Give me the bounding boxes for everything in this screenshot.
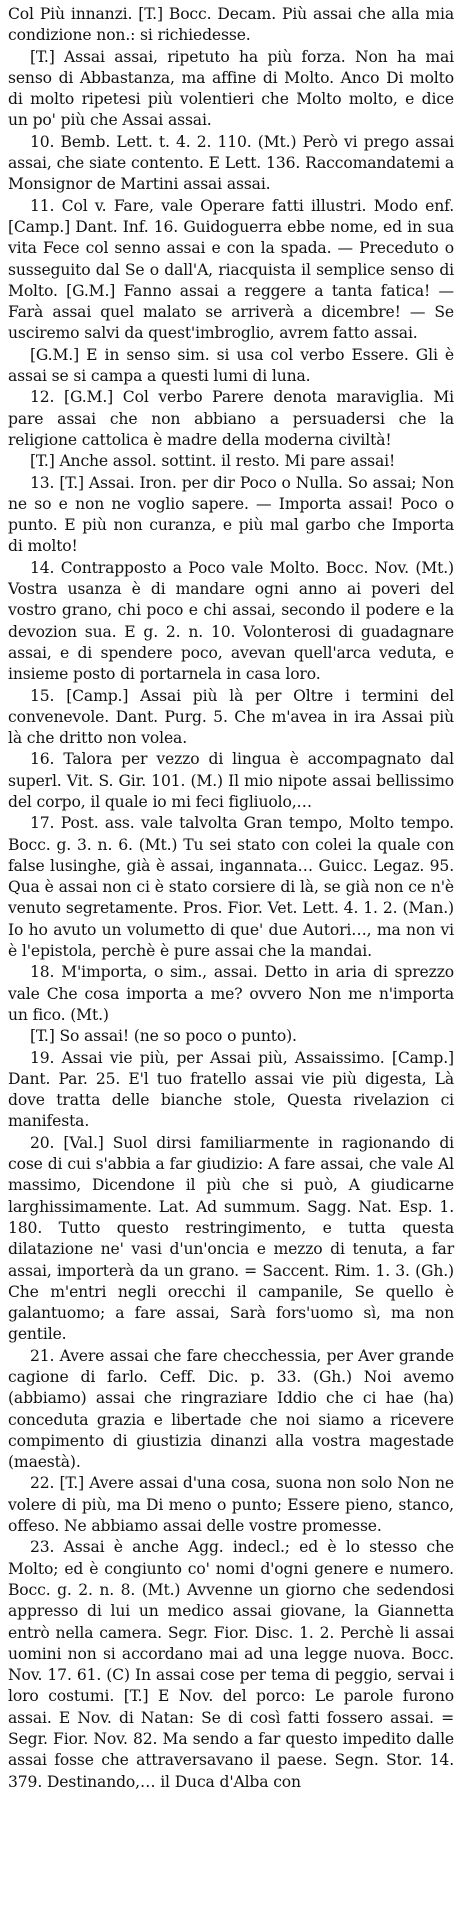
sense-11-note: [G.M.] E in senso sim. si usa col verbo Essere. Gli è assai se si campa a questi lumi di luna.: [8, 345, 454, 386]
sense-15: 15. [Camp.] Assai più là per Oltre i termini del convenevole. Dant. Purg. 5. Che m'avea in ira Assai più là che dritto non volea.: [8, 686, 454, 748]
sense-11: 11. Col v. Fare, vale Operare fatti illustri. Modo enf. [Camp.] Dant. Inf. 16. Guidoguerra ebbe nome, ed in sua vita Fece col senno assai e con la spada. — Preceduto o susseguito dal Se o dall'A, riacquista il semplice senso di Molto. [G.M.] Fanno assai a reggere a tanta fatica! — Farà assai quel malato se arriverà a dicembre! — Se usciremo salvi da quest'imbroglio, avrem fatto assai.: [8, 196, 454, 343]
sense-10: 10. Bemb. Lett. t. 4. 2. 110. (Mt.) Però vi prego assai assai, che siate contento. E Lett. 136. Raccomandatemi a Monsignor de Martini assai assai.: [8, 132, 454, 194]
entry-paragraph: [T.] Assai assai, ripetuto ha più forza. Non ha mai senso di Abbastanza, ma affine di Molto. Anco Di molto di molto ripetesi più volentieri che Molto molto, e dice un po' più che Assai assai.: [8, 47, 454, 130]
sense-13: 13. [T.] Assai. Iron. per dir Poco o Nulla. So assai; Non ne so e non ne voglio sapere. — Importa assai! Poco o punto. E più non curanza, e più mal garbo che Importa di molto!: [8, 473, 454, 556]
entry-continuation: Col Più innanzi. [T.] Bocc. Decam. Più assai che alla mia condizione non.: si richiedesse.: [8, 5, 454, 45]
sense-18-note: [T.] So assai! (ne so poco o punto).: [30, 1027, 297, 1046]
sense-12-note: [T.] Anche assol. sottint. il resto. Mi pare assai!: [30, 452, 396, 471]
sense-21: 21. Avere assai che fare checchessia, per Aver grande cagione di farlo. Ceff. Dic. p. 33. (Gh.) Noi avemo (abbiamo) assai che ringraziare Iddio che ci hae (ha) conceduta grazia e libertade che noi siamo a ricevere compimento di giustizia dinanzi alla vostra magestade (maestà).: [8, 1346, 454, 1472]
sense-23: 23. Assai è anche Agg. indecl.; ed è lo stesso che Molto; ed è congiunto co' nomi d'ogni genere e numero. Bocc. g. 2. n. 8. (Mt.) Avvenne un giorno che sedendosi appresso di lui un medico assai giovane, la Giannetta entrò nella camera. Segr. Fior. Disc. 1. 2. Perchè li assai uomini non si accordano mai ad una legge nuova. Bocc. Nov. 17. 61. (C) In assai cose per tema di peggio, servai i loro costumi. [T.] E Nov. del porco: Le parole furono assai. E Nov. di Natan: Se di così fatti fossero assai. = Segr. Fior. Nov. 82. Ma sendo a far questo impedito dalle assai fosse che attraversavano il paese. Segn. Stor. 14. 379. Destinando,… il Duca d'Alba con: [8, 1538, 454, 1791]
sense-17: 17. Post. ass. vale talvolta Gran tempo, Molto tempo. Bocc. g. 3. n. 6. (Mt.) Tu sei stato con colei la quale con false lusinghe, già è assai, ingannata… Guicc. Legaz. 95. Qua è assai non ci è stato corsiere di là, se già non ce n'è venuto segretamente. Pros. Fior. Vet. Lett. 4. 1. 2. (Man.) Io ho avuto un volumetto di que' due Autori…, ma non vi è l'epistola, perchè è pure assai che la mandai.: [8, 814, 454, 961]
sense-12: 12. [G.M.] Col verbo Parere denota maraviglia. Mi pare assai che non abbiano a persuadersi che la religione cattolica è madre della moderna civiltà!: [8, 388, 454, 449]
sense-22: 22. [T.] Avere assai d'una cosa, suona non solo Non ne volere di più, ma Di meno o punto; Essere pieno, stanco, offeso. Ne abbiamo assai delle vostre promesse.: [8, 1474, 454, 1536]
sense-20: 20. [Val.] Suol dirsi familiarmente in ragionando di cose di cui s'abbia a far giudizio: A fare assai, che vale Al massimo, Dicendone il più che si può, A giudicarne larghissimamente. Lat. Ad summum. Sagg. Nat. Esp. 1. 180. Tutto questo restringimento, e tutta questa dilatazione ne' vasi d'un'oncia e mezzo di tenuta, a far assai, importerà da un grano. = Saccent. Rim. 1. 3. (Gh.) Che m'entri negli orecchi il campanile, Se quello è galantuomo; a fare assai, Sarà fors'uomo sì, ma non gentile.: [8, 1133, 454, 1344]
sense-14: 14. Contrapposto a Poco vale Molto. Bocc. Nov. (Mt.) Vostra usanza è di mandare ogni anno ai poveri del vostro grano, chi poco e chi assai, secondo il podere e la devozion sua. E g. 2. n. 10. Volonterosi di guadagnare assai, e di spendere poco, avevan quell'arca veduta, e insieme posto di portarnela in casa loro.: [8, 558, 454, 684]
sense-18: 18. M'importa, o sim., assai. Detto in aria di sprezzo vale Che cosa importa a me? ovvero Non me n'importa un fico. (Mt.): [8, 963, 454, 1024]
sense-19: 19. Assai vie più, per Assai più, Assaissimo. [Camp.] Dant. Par. 25. E'l tuo fratello assai vie più digesta, Là dove tratta delle bianche stole, Questa rivelazion ci manifesta.: [8, 1048, 454, 1131]
sense-16: 16. Talora per vezzo di lingua è accompagnato dal superl. Vit. S. Gir. 101. (M.) Il mio nipote assai bellissimo del corpo, il quale io mi feci figliuolo,…: [8, 750, 454, 811]
